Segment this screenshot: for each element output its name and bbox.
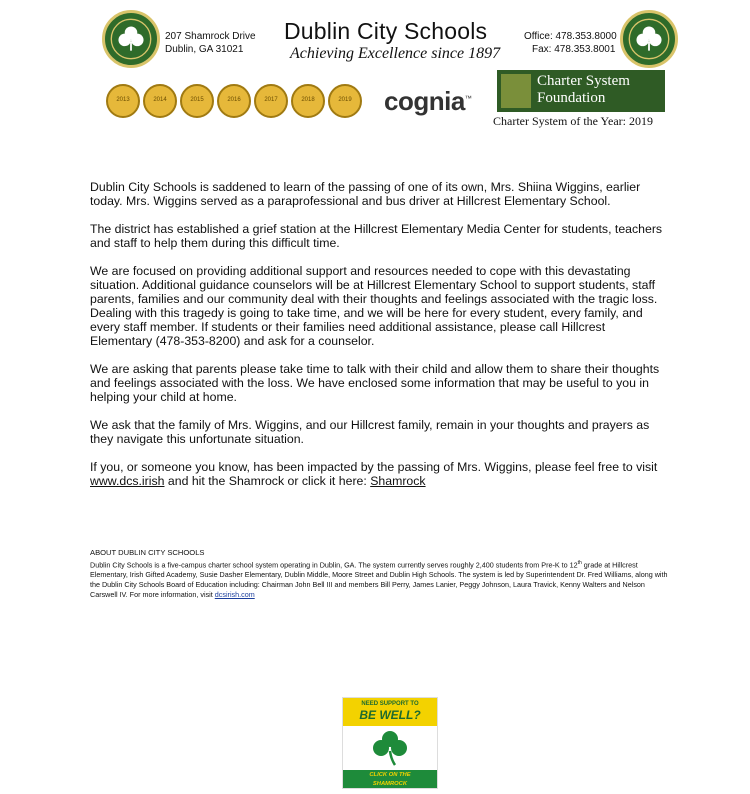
- award-badge: 2017: [254, 84, 288, 118]
- dcsirish-link[interactable]: dcsirish.com: [214, 590, 255, 600]
- paragraph: We are focused on providing additional support and resources needed to cope with this devastating situation. Additional guidance counselors will be at Hillcrest Elementary School to support students, staff parents, families and our community deal with their thoughts and feelings associated with the tragic loss. Dealing with this tragedy is going to take time, and we will be here for every student, every family, and every staff member. If students or their families need additional assistance, please call Hillcrest Elementary (478-353-8200) and ask for a counselor.: [90, 264, 658, 348]
- banner-line-2: BE WELL?: [359, 708, 421, 722]
- dcs-irish-link[interactable]: www.dcs.irish: [90, 474, 165, 488]
- charter-caption: Charter System of the Year: 2019: [493, 114, 653, 128]
- about-text: Dublin City Schools is a five-campus charter school system operating in Dublin, GA. The system currently serves roughly 2,400 students from Pre-K to 12th grade at Hillcrest Elementary, Irish Gifted Academy, Susie Dasher Elementary, Dublin Middle, Moore Street and Dublin High Schools. The system is led by Superintendent Dr. Fred Williams, along with the Dublin City Schools Board of Education including: Chairman John Bell III and members Bill Perry, James Lanier, Peggy Johnson, Laura Travick, Kenny Walters and Nelson Carswell IV. For more information, visit dcsirish.com: [90, 560, 668, 600]
- office-phone: Office: 478.353.8000: [524, 31, 617, 42]
- banner-line-3: CLICK ON THE: [369, 772, 411, 778]
- charter-name-line-1: Charter System: [537, 73, 630, 89]
- charter-name-line-2: Foundation: [537, 90, 606, 106]
- paragraph: The district has established a grief station at the Hillcrest Elementary Media Center for students, teachers and staff to help them during this difficult time.: [90, 222, 663, 250]
- award-badge: 2018: [291, 84, 325, 118]
- shamrock-seal-icon: [620, 10, 678, 68]
- award-badge: 2019: [328, 84, 362, 118]
- paragraph: If you, or someone you know, has been impacted by the passing of Mrs. Wiggins, please feel free to visit www.dcs.irish and hit the Shamrock or click it here: Shamrock: [90, 460, 658, 488]
- paragraph: Dublin City Schools is saddened to learn of the passing of one of its own, Mrs. Shiina Wiggins, earlier today. Mrs. Wiggins served as a paraprofessional and bus driver at Hillcrest Elementary School.: [90, 180, 641, 208]
- fax-number: Fax: 478.353.8001: [532, 44, 616, 55]
- cognia-logo: cognia™: [384, 86, 472, 116]
- about-section: [90, 548, 672, 600]
- about-heading: ABOUT DUBLIN CITY SCHOOLS: [90, 548, 205, 557]
- letter-body: [90, 180, 670, 502]
- letterhead-title: Dublin City Schools: [284, 18, 488, 44]
- school-address: [165, 30, 256, 56]
- award-badge: 2014: [143, 84, 177, 118]
- contact-info: [524, 30, 617, 56]
- charter-system-foundation-logo: [497, 70, 665, 112]
- shamrock-icon[interactable]: [370, 727, 410, 767]
- banner-line-1: NEED SUPPORT TO: [361, 701, 419, 707]
- letterhead-slogan: Achieving Excellence since 1897: [290, 45, 501, 62]
- address-line-2: Dublin, GA 31021: [165, 44, 244, 55]
- shamrock-link[interactable]: Shamrock: [370, 474, 426, 488]
- banner-line-4: SHAMROCK: [372, 781, 408, 787]
- award-badge: 2015: [180, 84, 214, 118]
- shamrock-seal-icon: [102, 10, 160, 68]
- be-well-banner[interactable]: [342, 697, 438, 789]
- paragraph: We ask that the family of Mrs. Wiggins, and our Hillcrest family, remain in your thoughts and prayers as they navigate this unfortunate situation.: [90, 418, 650, 446]
- paragraph: We are asking that parents please take time to talk with their child and allow them to share their thoughts and feelings associated with the loss. We have enclosed some information that may be useful to you in helping your child at home.: [90, 362, 660, 404]
- award-badge: 2016: [217, 84, 251, 118]
- address-line-1: 207 Shamrock Drive: [165, 31, 256, 42]
- award-badge: 2013: [106, 84, 140, 118]
- georgia-map-icon: [501, 74, 531, 108]
